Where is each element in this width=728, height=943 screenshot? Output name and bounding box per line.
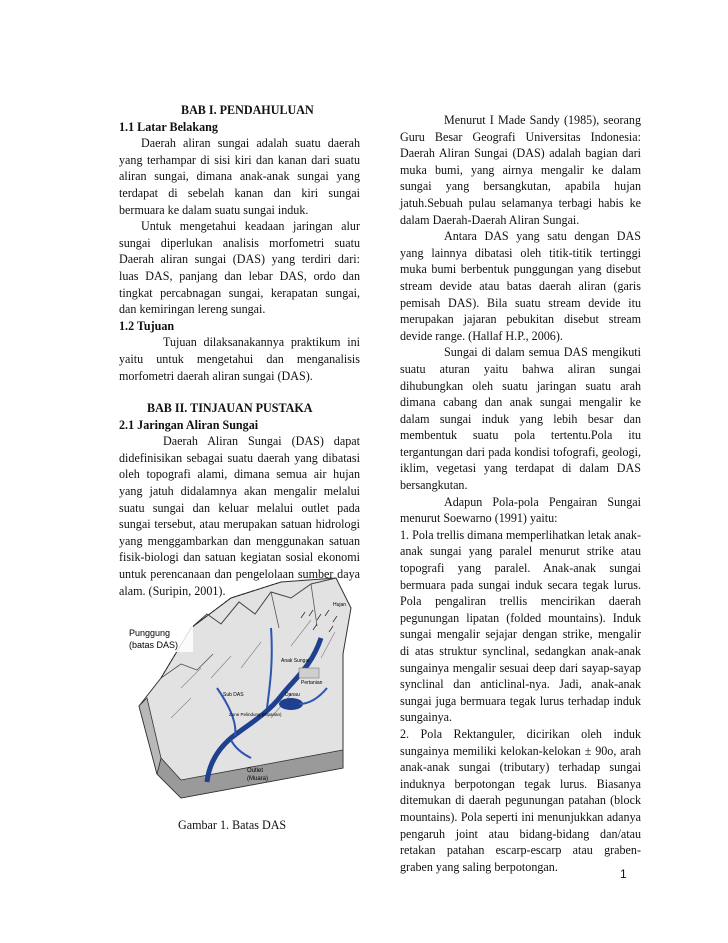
list-item: 1. Pola trellis dimana memperlihatkan letak anak-anak sungai yang paralel menurut strike atau topografi yang paralel. Anak-anak sungai bermuara pada sungai induk secara tegak lurus. Pola pengaliran trellis mencirikan daerah pegunungan lipatan (folded mountains). Induk sungai mengalir sejajar dengan strike, mengalir di atas struktur synclinal, sedangkan anak-anak sungainya mengalir sesuai deep dari sayap-sayap synclinal dan anticlinal-nya. Jadi, anak-anak sungai juga bermuara tegak lurus terhadap induk sungainya. bbox=[400, 527, 641, 725]
watershed-figure bbox=[121, 568, 364, 806]
figure-label-batas: (batas DAS) bbox=[129, 640, 179, 650]
figure-label-muara: (Muara) bbox=[247, 776, 269, 782]
figure-caption: Gambar 1. Batas DAS bbox=[178, 818, 287, 832]
paragraph: Daerah aliran sungai adalah suatu daerah yang terhampar di sisi kiri dan kanan dari suatu aliran sungai, dimana anak-anak sungai yang terdapat di sebelah kanan dan kiri sungai bermuara ke dalam suatu sungai induk. bbox=[119, 136, 360, 217]
chapter-2-heading: BAB II. TINJAUAN PUSTAKA bbox=[147, 401, 313, 416]
figure-label-anak-sungai: Anak Sungai bbox=[281, 658, 310, 664]
section-1-2-heading: 1.2 Tujuan bbox=[119, 318, 175, 333]
list-item: 2. Pola Rektanguler, dicirikan oleh induk sungainya memiliki kelokan-kelokan ± 90o, arah anak-anak sungai (tributary) terhadap sungai induknya berpotongan tegak lurus. Biasanya ditemukan di daerah pegunungan patahan (block mountains). Pola seperti ini menunjukkan adanya pengaruh joint atau bidang-bidang dan/atau retakan patahan escarp-escarp atau graben-graben yang saling berpotongan. bbox=[400, 726, 641, 874]
chapter-1-heading: BAB I. PENDAHULUAN bbox=[181, 103, 314, 117]
right-column bbox=[400, 112, 641, 875]
figure-label-danau: Danau bbox=[285, 692, 300, 698]
section-2-1-heading: 2.1 Jaringan Aliran Sungai bbox=[119, 417, 259, 432]
figure-label-hujan: Hujan bbox=[333, 602, 347, 608]
paragraph: Adapun Pola-pola Pengairan Sungai menurut Soewarno (1991) yaitu: bbox=[400, 494, 641, 526]
figure-label-outlet: Outlet bbox=[247, 768, 264, 774]
figure-label-sub-das: Sub DAS bbox=[223, 692, 244, 698]
figure-label-punggung: Punggung bbox=[129, 628, 171, 638]
figure-label-pertanian: Pertanian bbox=[301, 680, 323, 686]
paragraph: Antara DAS yang satu dengan DAS yang lainnya dibatasi oleh titik-titik tertinggi muka bumi berbentuk punggungan yang disebut stream devide atau batas daerah aliran (garis pemisah DAS). Bila suatu stream devide itu merupakan jajaran pebukitan disebut stream devide range. (Hallaf H.P., 2006). bbox=[400, 229, 641, 343]
page-number: 1 bbox=[620, 867, 627, 881]
figure-label-zone: Zone Pelindung (Riparian) bbox=[229, 712, 282, 717]
paragraph: Tujuan dilaksanakannya praktikum ini yaitu untuk mengetahui dan menganalisis morfometri daerah aliran sungai (DAS). bbox=[119, 335, 360, 383]
paragraph: Menurut I Made Sandy (1985), seorang Guru Besar Geografi Universitas Indonesia: Daerah Aliran Sungai (DAS) adalah bagian dari muka bumi, yang airnya mengalir ke dalam sungai yang bersangkutan, apabila hujan jatuh.Sebuah pulau selamanya terbagi habis ke dalam Daerah-Daerah Aliran Sungai. bbox=[400, 113, 641, 227]
paragraph: Sungai di dalam semua DAS mengikuti suatu aturan yaitu bahwa aliran sungai dihubungkan oleh suatu jaringan suatu arah dimana cabang dan anak sungai mengalir ke dalam sungai induk yang lebih besar dan membentuk suatu pola tertentu.Pola itu tergantungan dari pada kondisi tofografi, geologi, iklim, vegetasi yang terdapat di dalam DAS bersangkutan. bbox=[400, 345, 641, 493]
paragraph: Daerah Aliran Sungai (DAS) dapat didefinisikan sebagai suatu daerah yang dibatasi oleh topografi alami, dimana semua air hujan yang jatuh didalamnya akan mengalir melalui suatu sungai dan keluar melalui outlet pada sungai tersebut, atau merupakan satuan hidrologi yang menggambarkan dan menggunakan satuan fisik-biologi dan satuan kegiatan sosial ekonomi untuk perencanaan dan pengelolaan sumber daya alam. (Suripin, 2001). bbox=[119, 434, 360, 598]
left-column bbox=[119, 102, 360, 599]
section-1-1-heading: 1.1 Latar Belakang bbox=[119, 119, 218, 134]
paragraph: Untuk mengetahui keadaan jaringan alur sungai diperlukan analisis morfometri suatu Daerah aliran sungai (DAS) yang terdiri dari: luas DAS, panjang dan lebar DAS, ordo dan tingkat percabnagan sungai, kerapatan sungai, dan kemiringan lereng sungai. bbox=[119, 219, 360, 317]
